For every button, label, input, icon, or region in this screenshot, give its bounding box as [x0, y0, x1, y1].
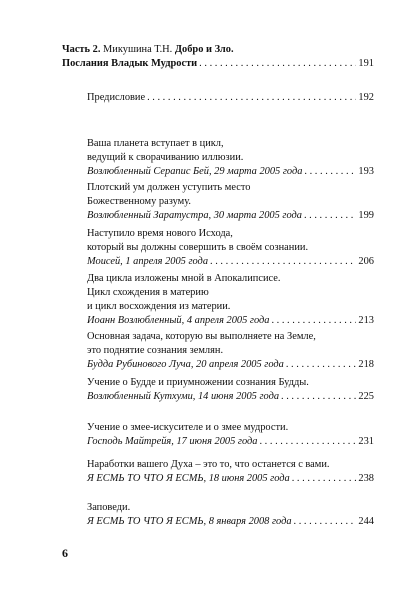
part-label: Часть 2. — [62, 44, 101, 55]
entry-title-line: Заповеди. — [87, 502, 131, 513]
toc-entry — [87, 272, 374, 328]
entry-attribution: Будда Рубинового Луча, 20 апреля 2005 года — [87, 359, 284, 370]
dot-leader — [294, 515, 357, 529]
entry-title-line: Божественному разуму. — [87, 196, 191, 207]
entry-title-line: Плотский ум должен уступить место — [87, 182, 251, 193]
dot-leader — [286, 358, 357, 372]
entry-title-line: который вы должны совершить в своём сознании. — [87, 242, 309, 253]
entry-title-line: Учение о змее-искусителе и о змее мудрости. — [87, 422, 289, 433]
dot-leader — [304, 209, 356, 223]
toc-entry — [87, 227, 374, 269]
entry-title-line: Основная задача, которую вы выполняете на Земле, — [87, 331, 316, 342]
entry-title-line: Наработки вашего Духа – это то, что останется с вами. — [87, 459, 330, 470]
part-author: Микушина Т.Н. — [103, 44, 173, 55]
part-subtitle: Послания Владык Мудрости — [62, 58, 198, 69]
part-page-number: 191 — [358, 58, 374, 69]
dot-leader — [259, 435, 356, 449]
entry-attribution: Господь Майтрейя, 17 июня 2005 года — [87, 436, 258, 447]
dot-leader — [271, 314, 356, 328]
toc-entry — [87, 137, 374, 179]
toc-entry — [87, 501, 374, 529]
dot-leader — [304, 165, 356, 179]
entry-attribution: Я ЕСМЬ ТО ЧТО Я ЕСМЬ, 18 июня 2005 года — [87, 473, 290, 484]
dot-leader — [292, 472, 357, 486]
entry-page-number: 244 — [358, 516, 374, 527]
toc-entry — [87, 330, 374, 372]
toc-entry — [87, 421, 374, 449]
part-title: Добро и Зло. — [174, 44, 234, 55]
entry-page-number: 231 — [358, 436, 374, 447]
entry-attribution: Возлюбленный Кутхуми, 14 июня 2005 года — [87, 391, 280, 402]
entry-title-line: и цикл восхождения из материи. — [87, 301, 231, 312]
entry-title-line: Ваша планета вступает в цикл, — [87, 138, 224, 149]
entry-title-line: Учение о Будде и приумножении сознания Будды. — [87, 377, 309, 388]
dot-leader — [199, 57, 356, 71]
toc-entry — [87, 91, 374, 105]
entry-attribution: Возлюбленный Серапис Бей, 29 марта 2005 года — [87, 166, 303, 177]
dot-leader — [147, 91, 356, 105]
dot-leader — [210, 255, 356, 269]
entry-page-number: 199 — [358, 210, 374, 221]
entry-title-line: Наступило время нового Исхода, — [87, 228, 233, 239]
entry-page-number: 218 — [358, 359, 374, 370]
entry-title-line: Два цикла изложены мной в Апокалипсисе. — [87, 273, 281, 284]
entry-attribution: Моисей, 1 апреля 2005 года — [87, 256, 209, 267]
part-heading — [62, 43, 374, 71]
entry-title: Предисловие — [87, 92, 146, 103]
toc-entry — [87, 181, 374, 223]
entry-title-line: это поднятие сознания землян. — [87, 345, 224, 356]
entry-page-number: 192 — [358, 92, 374, 103]
entry-page-number: 225 — [358, 391, 374, 402]
toc-entry — [87, 376, 374, 404]
entry-attribution: Я ЕСМЬ ТО ЧТО Я ЕСМЬ, 8 января 2008 года — [87, 516, 292, 527]
toc-entry — [87, 458, 374, 486]
entry-title-line: Цикл схождения в материю — [87, 287, 209, 298]
entry-title-line: ведущий к сворачиванию иллюзии. — [87, 152, 244, 163]
entry-page-number: 206 — [358, 256, 374, 267]
entry-page-number: 238 — [358, 473, 374, 484]
entry-attribution: Иоанн Возлюбленный, 4 апреля 2005 года — [87, 315, 270, 326]
dot-leader — [281, 390, 356, 404]
entry-page-number: 193 — [358, 166, 374, 177]
entry-page-number: 213 — [358, 315, 374, 326]
folio-page-number: 6 — [62, 546, 68, 560]
entry-attribution: Возлюбленный Заратустра, 30 марта 2005 года — [87, 210, 302, 221]
